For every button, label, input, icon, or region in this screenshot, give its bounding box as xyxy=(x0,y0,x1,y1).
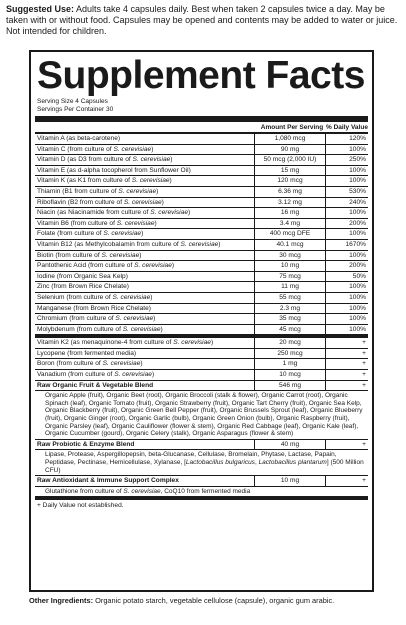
nutrient-row xyxy=(35,155,368,166)
nutrient-amount: 3.12 mg xyxy=(254,198,326,208)
nutrient-dv: + xyxy=(362,381,366,389)
nutrient-row xyxy=(35,272,368,283)
column-header xyxy=(35,122,368,134)
nutrient-row xyxy=(35,314,368,325)
nutrient-amount: 11 mg xyxy=(254,282,326,292)
nutrient-amount: 30 mcg xyxy=(254,251,326,261)
nutrient-name: Vitamin E (as d-alpha tocopherol from Sunflower Oil) xyxy=(37,166,191,174)
nutrient-name: Vitamin D (as D3 from culture of S. cerevisiae) xyxy=(37,156,173,164)
nutrient-name: Raw Antioxidant & Immune Support Complex xyxy=(37,477,179,485)
other-ingredients-label: Other Ingredients: xyxy=(29,596,94,605)
nutrient-row xyxy=(35,198,368,209)
suggested-use-label: Suggested Use: xyxy=(6,4,75,14)
nutrient-amount: 400 mcg DFE xyxy=(254,229,326,239)
suggested-use-text: Adults take 4 capsules daily. Best when taken 2 capsules twice a day. May be taken with or without food. Capsules may be opened and contents may be added to water or juice. Not intended for children. xyxy=(6,4,398,36)
other-ingredients-text: Organic potato starch, vegetable cellulose (capsule), organic gum arabic. xyxy=(93,596,335,605)
nutrient-name: Vitamin B6 (from culture of S. cerevisiae) xyxy=(37,219,157,227)
nutrient-name: Riboflavin (B2 from culture of S. cerevisiae) xyxy=(37,198,164,206)
supplement-facts-panel xyxy=(29,50,374,592)
nutrient-row xyxy=(35,293,368,304)
nutrient-row xyxy=(35,359,368,370)
nutrient-amount: 10 mg xyxy=(254,261,326,271)
nutrient-dv: 240% xyxy=(349,198,366,206)
footnote: + Daily Value not established. xyxy=(35,497,368,511)
nutrient-dv: + xyxy=(362,349,366,357)
nutrient-name: Chromium (from culture of S. cerevisiae) xyxy=(37,315,156,323)
other-rows xyxy=(35,338,368,380)
nutrient-row xyxy=(35,440,368,451)
nutrient-dv: + xyxy=(362,360,366,368)
nutrient-name: Vitamin A (as beta-carotene) xyxy=(37,135,121,142)
nutrient-dv: + xyxy=(362,371,366,379)
nutrient-row xyxy=(35,251,368,262)
nutrient-dv: 200% xyxy=(349,219,366,227)
nutrient-dv: 50% xyxy=(352,272,366,280)
nutrient-name: Vanadium (from culture of S. cerevisiae) xyxy=(37,371,155,379)
blend-ingredients: Glutathione from culture of S. cerevisiae, CoQ10 from fermented media xyxy=(35,487,368,498)
nutrient-amount: 40 mg xyxy=(254,440,326,450)
servings-per-container: Servings Per Container 30 xyxy=(37,106,114,113)
nutrient-amount: 120 mcg xyxy=(254,176,326,186)
nutrient-dv: + xyxy=(362,440,366,448)
nutrient-row xyxy=(35,338,368,349)
blend-ingredients: Lipase, Protease, Aspergillopepsin, beta-Glucanase, Cellulase, Bromelain, Phytase, Lactase, Papain, Peptidase, Pectinase, Hemicellulase, Xylanase, [Lactobacillus bulgaricus, Lactobacillus plantarum] (500 Million CFU) xyxy=(35,450,368,476)
nutrient-dv: 100% xyxy=(349,293,366,301)
nutrient-dv: 200% xyxy=(349,262,366,270)
nutrient-name: Raw Probiotic & Enzyme Blend xyxy=(37,440,135,448)
nutrient-row xyxy=(35,476,368,487)
nutrient-row xyxy=(35,219,368,230)
nutrient-amount: 10 mg xyxy=(254,476,326,486)
nutrient-amount: 20 mcg xyxy=(254,338,326,348)
nutrient-row xyxy=(35,208,368,219)
nutrient-dv: 100% xyxy=(349,304,366,312)
nutrient-amount: 90 mg xyxy=(254,145,326,155)
nutrient-dv: 100% xyxy=(349,251,366,259)
nutrient-dv: 530% xyxy=(349,187,366,195)
nutrient-amount: 6.36 mg xyxy=(254,187,326,197)
nutrient-dv: + xyxy=(362,477,366,485)
nutrient-amount: 45 mcg xyxy=(254,325,326,335)
nutrient-amount: 1 mg xyxy=(254,359,326,369)
nutrient-amount: 2.3 mg xyxy=(254,304,326,314)
nutrient-name: Iodine (from Organic Sea Kelp) xyxy=(37,272,128,280)
nutrient-row xyxy=(35,349,368,360)
nutrient-name: Thiamin (B1 from culture of S. cerevisiae) xyxy=(37,187,159,195)
nutrient-amount: 75 mcg xyxy=(254,272,326,282)
nutrient-row xyxy=(35,229,368,240)
nutrient-row xyxy=(35,282,368,293)
nutrient-amount: 55 mcg xyxy=(254,293,326,303)
nutrient-dv: 100% xyxy=(349,283,366,291)
nutrient-row xyxy=(35,261,368,272)
nutrient-dv: 100% xyxy=(349,166,366,174)
nutrient-dv: 1670% xyxy=(345,240,366,248)
nutrient-row xyxy=(35,187,368,198)
nutrient-name: Vitamin B12 (as Methylcobalamin from culture of S. cerevisiae) xyxy=(37,240,221,248)
nutrient-name: Biotin (from culture of S. cerevisiae) xyxy=(37,251,142,259)
nutrient-name: Manganese (from Brown Rice Chelate) xyxy=(37,304,151,312)
col-amount-header: Amount Per Serving xyxy=(260,124,324,131)
nutrient-name: Vitamin C (from culture of S. cerevisiae) xyxy=(37,145,154,153)
nutrient-row xyxy=(35,325,368,336)
nutrient-dv: 250% xyxy=(349,156,366,164)
col-dv-header: % Daily Value xyxy=(326,124,368,131)
nutrient-dv: 100% xyxy=(349,177,366,185)
nutrient-row xyxy=(35,134,368,145)
nutrient-amount: 250 mcg xyxy=(254,349,326,359)
nutrient-dv: 100% xyxy=(349,325,366,333)
nutrient-row xyxy=(35,166,368,177)
nutrient-name: Niacin (as Niacinamide from culture of S. cerevisiae) xyxy=(37,209,191,217)
nutrient-row xyxy=(35,240,368,251)
serving-size: Serving Size 4 Capsules xyxy=(37,98,108,105)
blend-rows xyxy=(35,381,368,498)
nutrient-amount: 1,080 mcg xyxy=(254,134,326,144)
blend-ingredients: Organic Apple (fruit), Organic Beet (root), Organic Broccoli (stalk & flower), Organic Carrot (root), Organic Spinach (leaf), Organic Tomato (fruit), Organic Strawberry (fruit), Organic Tart Cherry (fruit), Organic Sea Kelp, Organic Blackberry (fruit), Organic Green Bell Pepper (fruit), Organic Brussels Sprout (leaf), Organic Blueberry (fruit), Organic Ginger (root), Organic Garlic (bulb), Organic Green Onion (bulb), Organic Raspberry (fruit), Organic Parsley (leaf), Organic Cauliflower (flower & stem), Organic Red Cabbage (leaf), Organic Kale (leaf), Organic Cucumber (gourd), Organic Celery (stalk), Organic Asparagus (flower & stem) xyxy=(35,391,368,440)
nutrient-name: Vitamin K (as K1 from culture of S. cerevisiae) xyxy=(37,177,172,185)
nutrient-dv: 100% xyxy=(349,145,366,153)
nutrient-name: Lycopene (from fermented media) xyxy=(37,349,137,357)
nutrient-row xyxy=(35,145,368,156)
nutrient-row xyxy=(35,370,368,381)
panel-title: Supplement Facts xyxy=(37,54,365,97)
nutrient-name: Folate (from culture of S. cerevisiae) xyxy=(37,230,144,238)
nutrient-dv: 100% xyxy=(349,315,366,323)
nutrient-amount: 3.4 mg xyxy=(254,219,326,229)
nutrient-amount: 16 mg xyxy=(254,208,326,218)
nutrient-amount: 50 mcg (2,000 IU) xyxy=(254,155,326,165)
vitamin-rows xyxy=(35,134,368,335)
nutrient-amount: 10 mcg xyxy=(254,370,326,380)
nutrient-dv: + xyxy=(362,339,366,347)
nutrient-name: Raw Organic Fruit & Vegetable Blend xyxy=(37,381,154,389)
nutrient-amount: 40.1 mcg xyxy=(254,240,326,250)
nutrient-row xyxy=(35,176,368,187)
nutrient-dv: 120% xyxy=(349,135,366,142)
suggested-use xyxy=(6,4,400,37)
nutrient-name: Pantothenic Acid (from culture of S. cerevisiae) xyxy=(37,262,175,270)
nutrient-row xyxy=(35,304,368,315)
nutrient-name: Selenium (from culture of S. cerevisiae) xyxy=(37,293,153,301)
nutrient-amount: 546 mg xyxy=(254,381,326,391)
nutrient-name: Molybdenum (from culture of S. cerevisiae) xyxy=(37,325,163,333)
nutrient-row xyxy=(35,381,368,392)
nutrient-name: Vitamin K2 (as menaquinone-4 from culture of S. cerevisiae) xyxy=(37,339,214,347)
nutrient-dv: 100% xyxy=(349,230,366,238)
nutrient-amount: 15 mg xyxy=(254,166,326,176)
other-ingredients xyxy=(29,596,401,606)
nutrient-name: Zinc (from Brown Rice Chelate) xyxy=(37,283,129,291)
nutrient-amount: 35 mcg xyxy=(254,314,326,324)
nutrient-dv: 100% xyxy=(349,209,366,217)
nutrient-name: Boron (from culture of S. cerevisiae) xyxy=(37,360,143,368)
